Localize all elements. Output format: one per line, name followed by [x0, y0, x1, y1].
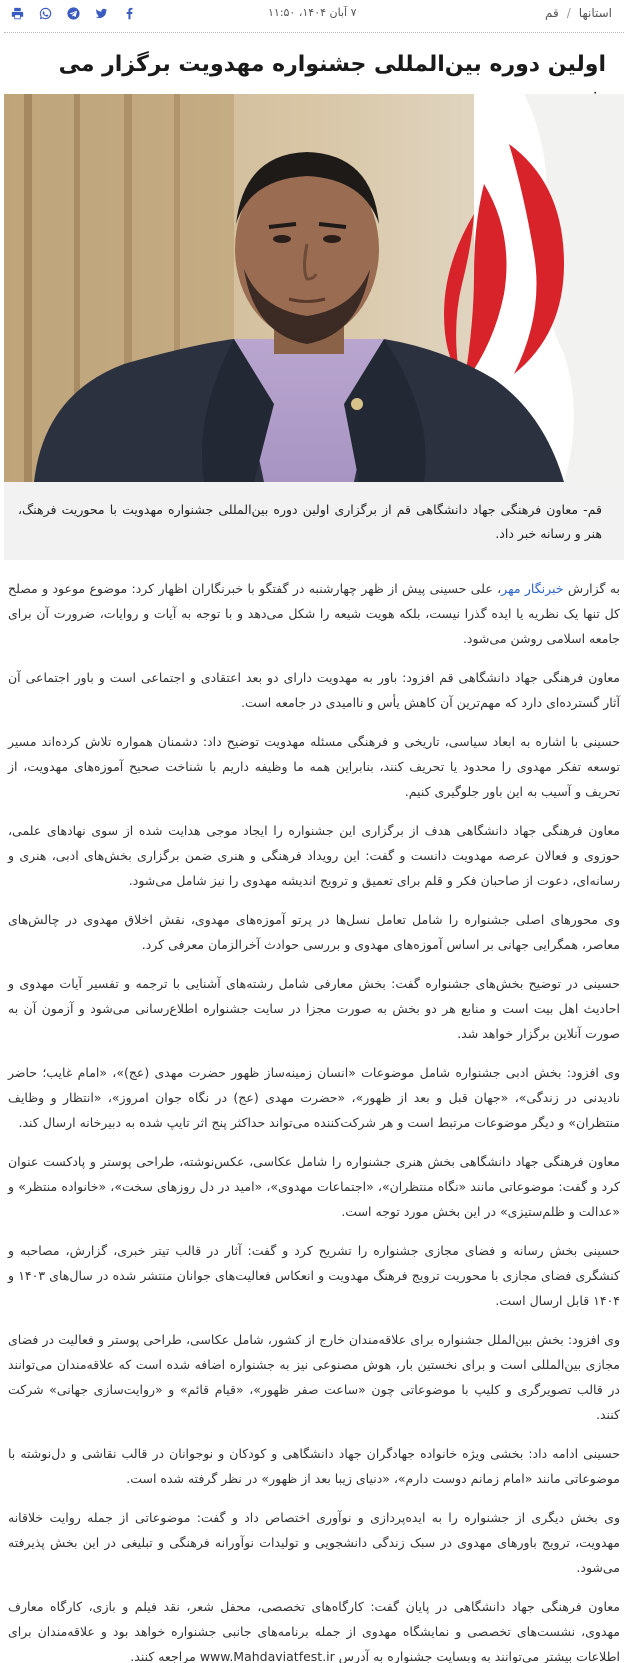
- paragraph-1-prefix: به گزارش: [563, 581, 620, 596]
- paragraph-6: حسینی در توضیح بخش‌های جشنواره گفت: بخش معارفی شامل رشته‌های آشنایی با ترجمه و تفسیر آیات مهدوی و احادیث اهل بیت است و منابع هر دو بخش به صورت مجزا در سایت جشنواره اطلاع‌رسانی می‌شود و آزمون آن به صورت آنلاین برگزار خواهد شد.: [8, 976, 620, 1041]
- reporter-link[interactable]: خبرنگار مهر: [501, 581, 564, 596]
- article-photo: [4, 94, 624, 482]
- paragraph-7: وی افزود: بخش ادبی جشنواره شامل موضوعات «انسان زمینه‌ساز ظهور حضرت مهدی (عج)»، «امام غایب؛ حاضر نادیدنی در زندگی»، «جهان قبل و بعد از ظهور»، «حضرت مهدی (عج) در نگاه جوان امروز»، «انتظار و وظایف منتظران» و دیگر موضوعات مرتبط است و هر شرکت‌کننده می‌تواند حداکثر پنج اثر تایپ شده به دبیرخانه ارسال کند.: [8, 1065, 620, 1130]
- twitter-icon[interactable]: [94, 6, 108, 20]
- portrait-image: [4, 94, 624, 482]
- facebook-icon[interactable]: [122, 6, 136, 20]
- paragraph-5: وی محورهای اصلی جشنواره را شامل تعامل نسل‌ها در پرتو آموزه‌های مهدوی، نقش اخلاق مهدوی در چالش‌های معاصر، همگرایی جهانی بر اساس آموزه‌های مهدوی و بررسی حوادث آخرالزمان معرفی کرد.: [8, 912, 620, 952]
- paragraph-1: [8, 576, 620, 651]
- divider: [4, 32, 624, 33]
- paragraph-12: وی بخش دیگری از جشنواره را به ایده‌پردازی و نوآوری اختصاص داد و گفت: موضوعاتی از جمله روایت خلاقانه مهدویت، ترویج باورهای مهدوی در سبک زندگی دانشجویی و تولیدات نوآورانه فرهنگی و تبلیغی در این بخش پذیرفته می‌شود.: [8, 1510, 620, 1575]
- article-body: [8, 576, 620, 1663]
- breadcrumb-section[interactable]: استانها: [578, 6, 612, 20]
- paragraph-4: معاون فرهنگی جهاد دانشگاهی هدف از برگزاری این جشنواره را ایجاد موجی هدایت شده از سوی نهادهای علمی، حوزوی و فعالان عرصه مهدویت دانست و گفت: این رویداد فرهنگی و هنری ضمن برگزاری بخش‌های ادبی، هنری و رسانه‌ای، دعوت از صاحبان فکر و قلم برای تعمیق و ترویج اندیشه مهدوی را نیز شامل می‌شود.: [8, 823, 620, 888]
- breadcrumb-subsection[interactable]: قم: [545, 6, 559, 20]
- lead-caption: قم- معاون فرهنگی جهاد دانشگاهی قم از برگزاری اولین دوره بین‌المللی جشنواره مهدویت با محوریت فرهنگ، هنر و رسانه خبر داد.: [4, 482, 624, 560]
- breadcrumb: [545, 6, 612, 20]
- print-icon[interactable]: [10, 6, 24, 20]
- paragraph-8: معاون فرهنگی جهاد دانشگاهی بخش هنری جشنواره را شامل عکاسی، عکس‌نوشته، طراحی پوستر و پادکست عنوان کرد و گفت: موضوعاتی مانند «نگاه منتظران»، «اجتماعات مهدوی»، «امید در دل روزهای سخت»، «خانواده منتظر» و «عدالت و ظلم‌ستیزی» در این بخش مورد توجه است.: [8, 1154, 620, 1219]
- breadcrumb-separator: /: [566, 6, 571, 20]
- paragraph-1-text: ، علی حسینی پیش از ظهر چهارشنبه در گفتگو با خبرنگاران اظهار کرد: موضوع موعود و مصلح کل تنها یک نظریه یا ایده گذرا نیست، بلکه هویت شیعه را شکل می‌دهد و با توجه به آیات و روایات، ضرورت آن برای جامعه اسلامی روشن می‌شود.: [8, 581, 620, 646]
- article-title: اولین دوره بین‌المللی جشنواره مهدویت برگزار می: [58, 52, 606, 77]
- whatsapp-icon[interactable]: [38, 6, 52, 20]
- telegram-icon[interactable]: [66, 6, 80, 20]
- paragraph-10: وی افزود: بخش بین‌الملل جشنواره برای علاقه‌مندان خارج از کشور، شامل عکاسی، طراحی پوستر و فعالیت در فضای مجازی بین‌المللی است و برای نخستین بار، هوش مصنوعی نیز به جشنواره اضافه شده است که علاقه‌مندان می‌توانند در قالب تصویرگری و کلیپ با موضوعاتی چون «ساعت صفر ظهور»، «قیام قائم» و «روایت‌سازی جهانی» شرکت کنند.: [8, 1332, 620, 1422]
- share-bar: [10, 6, 136, 20]
- publish-date: ۷ آبان ۱۴۰۴، ۱۱:۵۰: [268, 6, 357, 19]
- paragraph-3: حسینی با اشاره به ابعاد سیاسی، تاریخی و فرهنگی مسئله مهدویت توضیح داد: دشمنان همواره تلاش کرده‌اند مسیر توسعه تفکر مهدوی را محدود یا تحریف کنند، بنابراین همه ما وظیفه داریم با شناخت صحیح آموزه‌های مهدویت، از تحریف و آسیب به این باور جلوگیری کنیم.: [8, 734, 620, 799]
- paragraph-2: معاون فرهنگی جهاد دانشگاهی قم افزود: باور به مهدویت دارای دو بعد اعتقادی و اجتماعی است و باور اجتماعی آن آثار گسترده‌ای دارد که مهم‌ترین آن کاهش یأس و ناامیدی در جامعه است.: [8, 670, 620, 710]
- paragraph-9: حسینی بخش رسانه و فضای مجازی جشنواره را تشریح کرد و گفت: آثار در قالب تیتر خبری، گزارش، مصاحبه و کنشگری فضای مجازی با محوریت ترویج فرهنگ مهدویت و انعکاس فعالیت‌های جوانان منتشر شده در سال‌های ۱۴۰۳ و ۱۴۰۴ قابل ارسال است.: [8, 1243, 620, 1308]
- paragraph-11: حسینی ادامه داد: بخشی ویژه خانواده جهادگران جهاد دانشگاهی و کودکان و نوجوانان در قالب نقاشی و دل‌نوشته با موضوعاتی مانند «امام زمانم دوست دارم»، «دنیای زیبا بعد از ظهور» در نظر گرفته شده است.: [8, 1446, 620, 1486]
- paragraph-13: معاون فرهنگی جهاد دانشگاهی در پایان گفت: کارگاه‌های تخصصی، محفل شعر، نقد فیلم و بازی، کارگاه معارف مهدوی، نشست‌های تخصصی و نمایشگاه مهدوی از جمله برنامه‌های جانبی جشنواره خواهد بود و علاقه‌مندان برای اطلاعات بیشتر می‌توانند به وبسایت جشنواره به آدرس www.Mahdaviatfest.ir مراجعه کنند.: [8, 1599, 620, 1663]
